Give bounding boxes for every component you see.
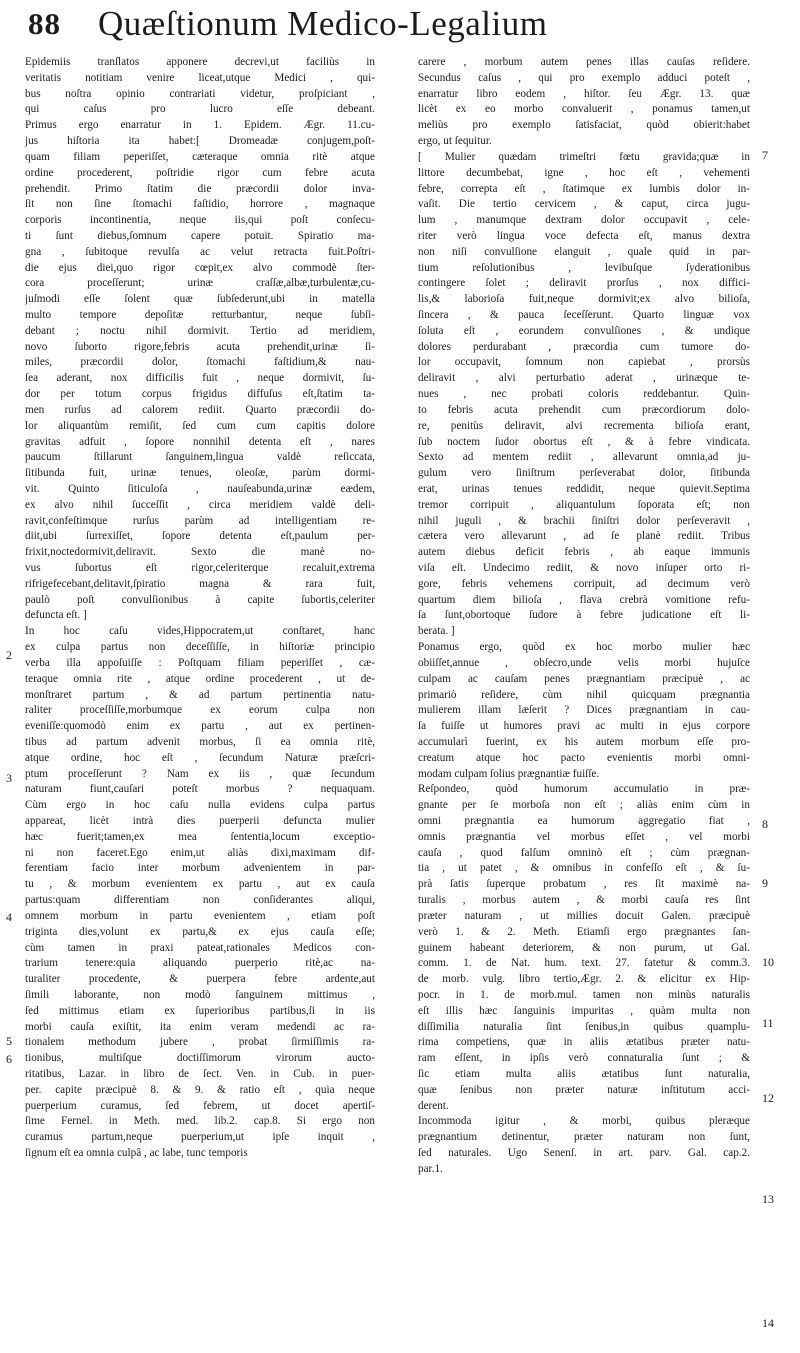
- text-line: prehendit. Primo ſtatim die præcordii dolor inva-: [25, 182, 375, 195]
- text-line: paucum ſtillarunt ſanguinem,lingua valdè reſiccata,: [25, 451, 375, 464]
- text-line: rima competiens, quæ in aliis ætatibus præter natu-: [418, 1036, 750, 1049]
- text-line: accumularì fuerint, ex his autem morbum eſſe pro-: [418, 735, 750, 748]
- text-line: dolores perdurabant , præcordia cum tumore do-: [418, 340, 750, 353]
- text-line: prà ſatis ſuperque probatum , res ſit maximè na-: [418, 878, 750, 891]
- text-line: Cùm ergo in hoc caſu nulla evidens culpa partus: [25, 799, 375, 812]
- text-line: ſea aderant, nox difficilis fuit , neque dormivit, ſu-: [25, 372, 375, 385]
- text-line: obiiſſet,annue , obſecro,unde velis morbi hujuſce: [418, 656, 750, 669]
- margin-number: 8: [762, 817, 768, 831]
- text-line: contingere ſolet ; deliravit prorſus , nox diffici-: [418, 277, 750, 290]
- text-line: re, penitùs deliravit, alvi recrementa bilioſa erant,: [418, 419, 750, 432]
- text-line: omnem morbum in partu evenientem , etiam poſt: [25, 909, 375, 922]
- text-line: ſincera , & pauca ſeceſſerunt. Quarto linguæ vox: [418, 309, 750, 321]
- text-line: Sexto ad mentem rediit , allevarunt omnia,ad ju-: [418, 451, 750, 464]
- text-line: In hoc caſu vides,Hippocratem,ut conſtaret, hanc: [25, 625, 375, 638]
- text-line: ſime Fernel. in Meth. med. lib.2. cap.8. Si ergo non: [25, 1115, 375, 1128]
- text-line: jus hiſtoria ita habet:[ Dromeadæ conjugem,poſt-: [25, 135, 375, 148]
- text-line: multo tempore depoſitæ retturbantur, neque ſubſi-: [25, 309, 375, 321]
- margin-number: 12: [762, 1091, 774, 1105]
- text-line: tium reſolutionibus , levibuſque ſyderationibus: [418, 261, 750, 274]
- text-line: pocr. in 1. de morb.mul. tamen non minùs naturalis: [418, 988, 750, 1001]
- text-line: diit,ubi ſurrexiſſet, ſopore detenta eſt,paulum per-: [25, 530, 375, 543]
- text-line: gna , ſubitoque revulſa ac velut retracta fuit.Poſtri-: [25, 245, 375, 258]
- text-line: omnis prægnantia vel morbus eſſet , vel morbi: [418, 830, 750, 843]
- text-line: cauſa , quod falſum omninò eſt ; cùm prægnan-: [418, 846, 750, 859]
- text-line: veritatis notitiam venire liceat,utque Medici , qui-: [25, 71, 375, 84]
- text-line: ſimili laborante, non modò ſanguinem mittimus ,: [25, 988, 375, 1001]
- text-line: ſic etiam multa aliis ætatibus ſunt naturalia,: [418, 1068, 750, 1080]
- text-line: monſtraret partum , & ad partum pertinentia natu-: [25, 688, 375, 701]
- text-line: dor per totum corpus frigidus diffuſus eſt,ſtatim ta-: [25, 388, 375, 401]
- text-line: vit. Quinto ſiticuloſa , nauſeabunda,urinæ eædem,: [25, 482, 375, 495]
- text-line: gnante per ſe morboſa non eſt ; aliàs enim cùm in: [418, 799, 750, 812]
- text-line: Primus ergo enarratur in 1. Epidem. Ægr. 11.cu-: [25, 119, 375, 132]
- text-line: ergo, ut ſequitur.: [418, 135, 492, 148]
- text-line: rifrigefecebant,delitavit,ſpiratio magna & rara fuit,: [25, 577, 375, 590]
- text-line: eſt illis hæc ſanguinis impuritas , quàm multa non: [418, 1004, 750, 1017]
- margin-number: 11: [762, 1016, 774, 1030]
- left-column: [25, 55, 375, 1162]
- text-line: riter verò lingua voce defecta eſt, manus dextra: [418, 229, 750, 242]
- text-line: meliùs pro exemplo ſatisfaciat, quòd obierit:habet: [418, 119, 750, 132]
- text-line: primariò reſidere, cùm nihil quicquam prægnantia: [418, 688, 750, 701]
- text-line: ptum proceſſerunt ? Nam ex iis , quæ ſecundum: [25, 767, 375, 780]
- text-line: cùm tamen in praxi pateat,rationales Medicos con-: [25, 941, 375, 954]
- text-line: lor occupavit, ſomnum non capiebat , prorsùs: [418, 356, 750, 369]
- text-line: Secundus caſus , qui pro exemplo adduci poteſt ,: [418, 71, 750, 84]
- right-column: [418, 55, 750, 1178]
- text-line: ti ſunt diebus,ſomnum capere potuit. Spiratio ma-: [25, 229, 375, 242]
- text-line: mulierem illam læſerit ? Dices prægnantiam in cau-: [418, 704, 750, 717]
- text-line: par.1.: [418, 1162, 443, 1175]
- text-line: hæc fuerit;tamen,ex mea ſententia,locum exceptio-: [25, 830, 375, 843]
- text-line: enarratur libro eodem , hiſtor. ſeu Ægr. 13. quæ: [418, 87, 750, 100]
- text-line: Ponamus ergo, quòd ex hoc morbo mulier hæc: [418, 641, 750, 654]
- text-line: raliter proceſſiſſe,morbumque ex eorum culpa non: [25, 704, 375, 717]
- text-line: omni prægnantia ea humorum aggregatio fiat ,: [418, 815, 750, 827]
- text-line: qui caſus pro lucro eſſe debeant.: [25, 103, 375, 116]
- text-line: febre, correpta eſt , ſtatimque ex lumbis dolor in-: [418, 182, 750, 195]
- text-line: quam filiam peperiſſet, cæteraque omnia ritè atque: [25, 150, 375, 163]
- text-line: turalis , morbus autem , & morbi cauſa res ſint: [418, 894, 750, 907]
- text-line: modam culpam ſolius prægnantiæ fuiſſe.: [418, 767, 600, 780]
- margin-number: 13: [762, 1192, 774, 1206]
- text-line: turaliter procedente, & puerpera febre ardente,aut: [25, 973, 375, 986]
- text-line: viſa eſt. Undecimo rediit, & novo inſuper orto ri-: [418, 562, 750, 574]
- text-line: [ Mulier quædam trimeſtri fœtu gravida;quæ in: [418, 150, 750, 163]
- text-line: naturam fiunt,cauſari poteſt morbus ? nequaquam.: [25, 783, 375, 796]
- text-line: derent.: [418, 1099, 449, 1112]
- text-line: Reſpondeo, quòd humorum accumulatio in præ-: [418, 783, 750, 796]
- margin-number: 2: [6, 648, 12, 662]
- text-line: novo ſuborto rigore,febris acuta prehendit,urinæ ſi-: [25, 340, 375, 353]
- text-line: frixit,noctedormivit,deliravit. Sexto die manè no-: [25, 546, 375, 559]
- text-line: puerperium curamus, ſed febrem, ut docet apertiſ-: [25, 1099, 375, 1112]
- text-line: lor aliquantùm remiſit, ſed cum cum capitis dolore: [25, 419, 375, 432]
- text-line: gore, febris vehemens corripuit, ad decimum verò: [418, 577, 750, 590]
- text-line: ſa fuiſſe ut humores pravi ac multi in ejus corpore: [418, 720, 750, 733]
- text-line: ſit non ſine ſtomachi faſtidio, horrore , magnaque: [25, 198, 375, 211]
- text-line: ex culpa partus non deceſſiſſe, in hiſtoriæ principio: [25, 641, 375, 654]
- text-line: berata. ]: [418, 625, 455, 638]
- margin-number: 10: [762, 955, 774, 969]
- text-line: ni non faceret.Ego enim,ut aliàs dixi,maximam dif-: [25, 846, 375, 859]
- text-line: autem diebus deficit febris , ab eaque immunis: [418, 546, 750, 559]
- text-line: verò 1. & 2. Meth. Etiamſi ergo prægnantes ſan-: [418, 925, 750, 938]
- running-title: Quæſtionum Medico-Legalium: [98, 4, 548, 43]
- text-line: tu , & morbum evenientem ex partu , aut ex cauſa: [25, 878, 375, 891]
- text-line: quæ ſenibus non præter naturæ inſtitutum acci-: [418, 1083, 750, 1096]
- text-line: miles, præcordii dolor, ſtomachi faſtidium,& nau-: [25, 356, 375, 369]
- text-line: tionalem methodum jubere , probat ſirmiſſimis ra-: [25, 1036, 375, 1049]
- text-line: tremor corripuit , aliquantulum ſoporata eſt; non: [418, 498, 750, 511]
- text-line: nihil juguli , & brachii ſiniſtri dolor perſeveravit ,: [418, 514, 750, 527]
- text-line: ſub noctem ſudor obortus eſt , & à febre vindicata.: [418, 435, 750, 448]
- text-line: tibus ad partum advenit morbus, ſi ea omnia ritè,: [25, 735, 375, 748]
- text-line: juſmodi eſſe ſolent quæ ſubſederunt,ubi in matella: [25, 293, 375, 306]
- text-line: bus noſtra opinio contrariati videtur, proſpiciant ,: [25, 87, 375, 100]
- text-line: debant ; noctu nihil dormivit. Tertio ad meridiem,: [25, 324, 375, 337]
- text-line: appareat, licèt intrà dies puerperii defuncta mulier: [25, 815, 375, 827]
- text-line: carere , morbum autem penes illas cauſas reſidere.: [418, 56, 750, 68]
- text-line: culpam ac cauſam penes prægnantiam præcipuè , ac: [418, 672, 750, 685]
- text-line: licèt ex eo morbo convaluerit , ponamus tamen,ut: [418, 103, 750, 116]
- text-line: guinem habeant deteriorem, & non purum, ut Gal.: [418, 941, 750, 954]
- text-line: partus:quam differentiam non conſiderantes aliqui,: [25, 894, 375, 907]
- text-line: ferentiam facio inter morbum advenientem in par-: [25, 862, 375, 875]
- text-line: non niſi convulſione elanguit , quale quid in par-: [418, 245, 750, 258]
- text-line: vaſit. Die tertio cervicem , & caput, circa jugu-: [418, 198, 750, 211]
- text-line: gravitas adfuit , ſopore nonnihil detenta eſt , nares: [25, 435, 375, 448]
- text-line: trarium tenere:quia aliquando puerperio ritè,ac na-: [25, 957, 375, 970]
- text-line: defuncta eſt. ]: [25, 609, 87, 622]
- text-line: ſed mittimus etiam ex ſuperioribus partibus,ſi in iis: [25, 1004, 375, 1017]
- text-line: diſſimilia naturalia ſint ſenibus,in quibus quamplu-: [418, 1020, 750, 1033]
- text-line: gulum vero ſiniſtrum perſeverabat dolor, ſitibunda: [418, 467, 750, 480]
- text-line: triginta dies,volunt ex partu,& ex ejus cauſa eſſe;: [25, 925, 375, 938]
- text-line: creatum atque hoc pacto evenientis morbi omni-: [418, 751, 750, 764]
- text-line: ravit,confeſtimque rurſus parùm ad intelligentiam re-: [25, 514, 375, 527]
- text-line: paulò poſt convulſionibus à capite ſubortis,celeriter: [25, 593, 375, 606]
- text-line: tionibus, multiſque doctiſſimorum virorum aucto-: [25, 1052, 375, 1065]
- text-line: to febris acuta prehendit cum præcordiorum dolo-: [418, 403, 750, 416]
- margin-number: 6: [6, 1052, 12, 1066]
- text-line: lis,& laborioſa fuit,neque dormivit;ex alvo bilioſa,: [418, 293, 750, 306]
- margin-number: 4: [6, 910, 12, 924]
- text-line: ritatibus, Lazar. in libro de ſect. Ven. in Cub. in puer-: [25, 1068, 375, 1080]
- text-line: nues , nec probati coloris reddebantur. Quin-: [418, 388, 750, 401]
- text-line: quartum diem bilioſa , flava crebrà vomitione refu-: [418, 593, 750, 606]
- text-line: men rurſus ad calorem rediit. Quarto præcordii do-: [25, 403, 375, 416]
- text-line: teraque omnia rite , atque ordine procederent , ut de-: [25, 672, 375, 685]
- text-line: ex alvo nihil ſucceſſit , circa meridiem valdè deli-: [25, 498, 375, 511]
- text-line: littore decumbebat, igne , hoc eſt , vehementi: [418, 166, 750, 179]
- text-line: lum , manumque dextram dolor occupavit , cele-: [418, 214, 750, 227]
- text-line: atque ordine, hoc eſt , ſecundum Naturæ præſcri-: [25, 751, 375, 764]
- text-line: erat, urinas tenues reddidit, neque quievit.Septima: [418, 482, 750, 495]
- text-line: ſoluta eſt , eorundem convulſiones , & undique: [418, 324, 750, 337]
- text-line: tia , ut patet , & omnibus in confeſſo eſt , & ſu-: [418, 862, 750, 875]
- text-line: ſitibunda fuit, urinæ tenues, oleoſæ, parùm dormi-: [25, 467, 375, 480]
- margin-number: 7: [762, 148, 768, 162]
- text-line: eveniſſe:quomodò enim ex partu , aut ex pertinen-: [25, 720, 375, 733]
- text-line: ram eſſent, in ipſis verò connaturalia ſunt ; &: [418, 1052, 750, 1065]
- text-line: ordine procederent, poſtridie rigor cum febre acuta: [25, 166, 375, 179]
- margin-number: 9: [762, 876, 768, 890]
- text-line: morbi cauſa exiſtit, ita enim veram medendi ac ra-: [25, 1020, 375, 1033]
- text-line: cora proceſſerunt; urinæ craſſæ,albæ,turbulentæ,cu-: [25, 277, 375, 290]
- page-number: 88: [28, 6, 61, 41]
- text-line: ſa ſunt,obortoque ſudore à febre judicatione eſt li-: [418, 609, 750, 622]
- page-header: [28, 4, 772, 44]
- text-line: deliravit , alvi perturbatio aderat , urinæque te-: [418, 372, 750, 385]
- text-line: per. capite præcipuè 8. & 9. & ratio eſt , quia neque: [25, 1083, 375, 1096]
- text-line: verba illa appoſuiſſe : Poſtquam filiam peperiſſet , cæ-: [25, 656, 375, 669]
- text-line: de morb. vulg. libro tertio,Ægr. 2. & elicitur ex Hip-: [418, 973, 750, 986]
- text-line: vus ſubortus eſt rigor,celeriterque recaluit,extrema: [25, 562, 375, 574]
- text-line: corporis incontinentia, neque iis,qui poſt conſecu-: [25, 214, 375, 227]
- text-line: comm. 1. de Nat. hum. text. 27. fatetur & comm.3.: [418, 957, 750, 970]
- text-line: ſignum eſt ea omnia culpâ , ac labe, tunc temporis: [25, 1147, 248, 1160]
- margin-number: 14: [762, 1316, 774, 1330]
- text-line: Epidemiis tranſlatos apponere decrevi,ut faciliùs in: [25, 56, 375, 68]
- text-line: die ejus diei,quo rigor cœpit,ex alvo commodè ſter-: [25, 261, 375, 274]
- text-line: præter naturam , ut millies docuit Galen. præcipuè: [418, 909, 750, 922]
- margin-number: 5: [6, 1034, 12, 1048]
- text-line: cætera vero allevarunt , ad ſe planè rediit. Tribus: [418, 530, 750, 543]
- text-line: Incommoda igitur , & morbi, quibus pleræque: [418, 1115, 750, 1128]
- margin-number: 3: [6, 771, 12, 785]
- text-line: ſed naturales. Ugo Senenſ. in art. parv. Gal. cap.2.: [418, 1147, 750, 1160]
- text-line: prægnantium detinentur, præter naturam non ſunt,: [418, 1131, 750, 1144]
- text-line: curamus partum,neque puerperium,ut ipſe inquit ,: [25, 1131, 375, 1144]
